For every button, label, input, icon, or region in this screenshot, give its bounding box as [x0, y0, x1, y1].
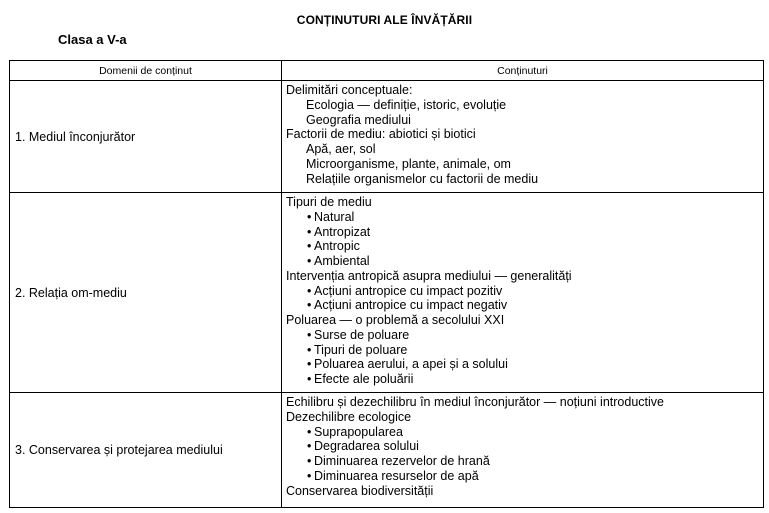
contents-cell — [282, 81, 764, 193]
bullet-list-item — [286, 357, 763, 372]
domain-cell: 3. Conservarea și protejarea mediului — [10, 393, 282, 508]
sub-item — [286, 172, 763, 187]
item-text: Conservarea biodiversității — [286, 483, 434, 498]
bullet-list-item — [286, 284, 763, 299]
document-title: CONȚINUTURI ALE ÎNVĂȚĂRII — [296, 13, 473, 27]
item-text: Acțiuni antropice cu impact negativ — [314, 298, 508, 313]
contents-list — [286, 195, 763, 387]
item-text: Diminuarea rezervelor de hrană — [314, 454, 490, 468]
sub-item — [286, 157, 763, 172]
section-heading — [286, 313, 763, 328]
item-text: Microorganisme, plante, animale, om — [306, 156, 511, 171]
contents-list — [286, 395, 763, 498]
item-text: Surse de poluare — [314, 327, 410, 342]
contents-list — [286, 83, 763, 186]
table-header — [10, 61, 764, 81]
bullet-list-item — [286, 225, 763, 240]
bullet-list-item — [286, 298, 763, 313]
item-text: Geografia mediului — [306, 112, 411, 127]
header-domains: Domenii de conținut — [10, 61, 282, 81]
item-text: Degradarea solului — [314, 439, 419, 454]
curriculum-table — [9, 60, 764, 508]
item-text: Suprapopularea — [314, 424, 403, 439]
table-row — [10, 393, 764, 508]
sub-item — [286, 142, 763, 157]
contents-cell — [282, 193, 764, 393]
bullet-list-item — [286, 439, 763, 454]
sub-item — [286, 98, 763, 113]
class-label: Clasa a V-a — [58, 32, 127, 47]
item-text: Poluarea — o problemă a secolului XXI — [286, 313, 505, 327]
item-text: Intervenția antropică asupra mediului — generalități — [286, 268, 572, 283]
table-row — [10, 193, 764, 393]
item-text: Ambiental — [314, 254, 370, 268]
item-text: Tipuri de poluare — [314, 342, 408, 357]
item-text: Natural — [314, 209, 355, 224]
item-text: Relațiile organismelor cu factorii de mediu — [306, 171, 539, 186]
item-text: Antropizat — [314, 224, 371, 239]
table-header-row — [10, 61, 764, 81]
bullet-list-item — [286, 328, 763, 343]
item-text: Diminuarea resurselor de apă — [314, 468, 479, 483]
bullet-list-item — [286, 239, 763, 254]
bullet-list-item — [286, 425, 763, 440]
item-text: Antropic — [314, 239, 360, 254]
section-heading — [286, 410, 763, 425]
domain-cell: 1. Mediul înconjurător — [10, 81, 282, 193]
item-text: Dezechilibre ecologice — [286, 409, 412, 424]
item-text: Efecte ale poluării — [314, 372, 414, 386]
sub-item — [286, 113, 763, 128]
bullet-list-item — [286, 254, 763, 269]
item-text: Acțiuni antropice cu impact pozitiv — [314, 283, 503, 298]
bullet-list-item — [286, 372, 763, 387]
item-text: Apă, aer, sol — [306, 142, 376, 156]
section-heading — [286, 127, 763, 142]
section-heading — [286, 395, 763, 410]
bullet-list-item — [286, 343, 763, 358]
item-text: Delimitări conceptuale: — [286, 83, 413, 97]
header-contents: Conținuturi — [282, 61, 764, 81]
contents-cell — [282, 393, 764, 508]
domain-cell: 2. Relația om-mediu — [10, 193, 282, 393]
section-heading — [286, 269, 763, 284]
item-text: Echilibru și dezechilibru în mediul înconjurător — noțiuni introductive — [286, 395, 664, 409]
table-row — [10, 81, 764, 193]
item-text: Factorii de mediu: abiotici și biotici — [286, 127, 476, 142]
bullet-list-item — [286, 210, 763, 225]
section-heading — [286, 484, 763, 499]
bullet-list-item — [286, 469, 763, 484]
item-text: Poluarea aerului, a apei și a solului — [314, 357, 508, 372]
section-heading — [286, 195, 763, 210]
section-heading — [286, 83, 763, 98]
item-text: Tipuri de mediu — [286, 195, 372, 209]
item-text: Ecologia — definiție, istoric, evoluție — [306, 97, 507, 112]
bullet-list-item — [286, 454, 763, 469]
